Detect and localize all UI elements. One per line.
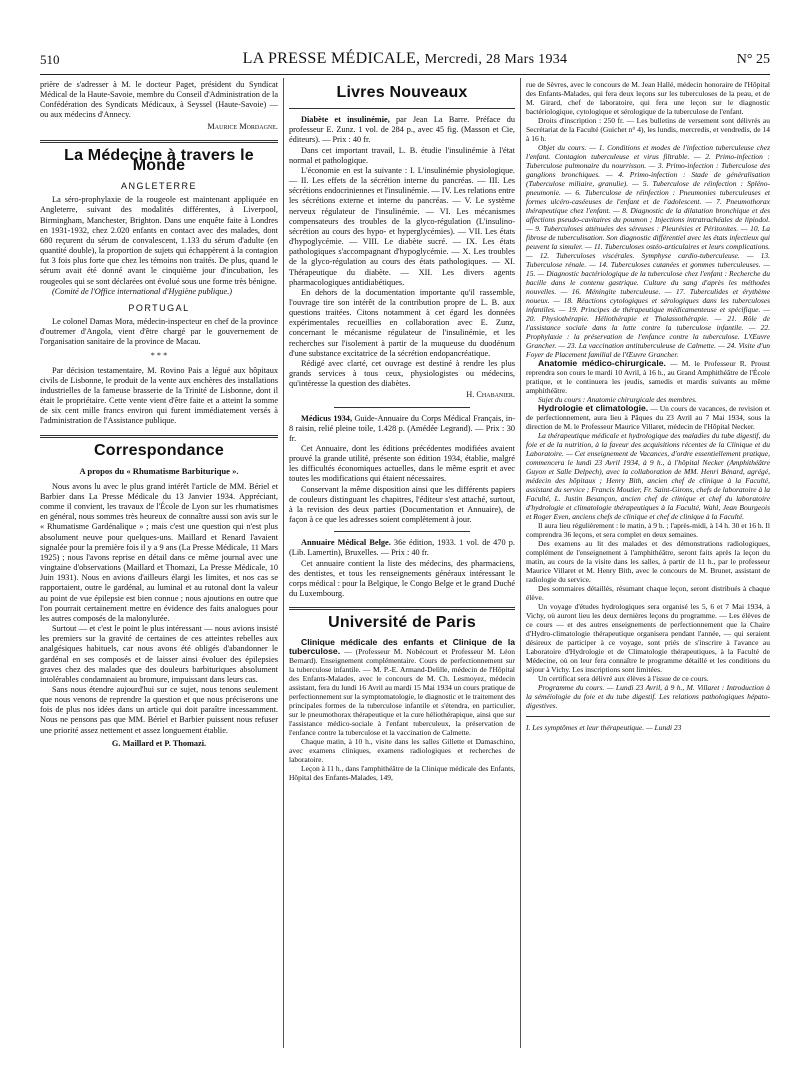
paragraph: rue de Sèvres, avec le concours de M. Jean Hallé, médecin honoraire de l'Hôpital des Enfants-Malades, qui fera deux leçons sur les tuberculoses de la peau, et de M. Girard, chef de laboratoire, qui fera une leçon sur le diagnostic bactériologique, cytologique et sérologique de la tuberculose de l'enfant. [526, 80, 770, 116]
article-title: A propos du « Rhumatisme Barbiturique ». [79, 465, 239, 476]
paragraph: Cet annuaire contient la liste des médecins, des pharmaciens, des dentistes, et tous les renseignements généraux intéressant le corps médical : pour la Belgique, le Congo Belge et le grand Duché du Luxembourg. [289, 558, 515, 599]
paragraph: La thérapeutique médicale et hydrologique des maladies du tube digestif, du foie et de la nutrition, à la faveur des acquisitions récentes de la Clinique et du Laboratoire. — Cet enseignement de Vacances, d'ordre essentiellement pratique, commencera le lundi 23 Avril 1934, à 9 h., à l'hôpital Necker (Amphithéâtre Guyon et Salle Delpech), avec la collaboration de MM. Henri Bénard, agrégé, médecin des hôpitaux ; Henry Bith, ancien chef de clinique à la Faculté, assistant du service ; Francis Moutier, Fr. Saint-Girons, chefs de laboratoire à la Faculté, L. Justin Besançon, ancien chef de clinique et chef du laboratoire d'hydrologie et climatologie thérapeutiques à la Faculté, Wahl, Jean Bourgeois et Roger Even, anciens chefs de clinique et chef de clinique à la Faculté. [526, 431, 770, 521]
paragraph: Leçon à 11 h., dans l'amphithéâtre de la Clinique médicale des Enfants, Hôpital des Enfants-Malades, 149, [289, 764, 515, 783]
section-divider [289, 607, 515, 610]
paragraph: En dehors de la documentation importante qu'il rassemble, l'ouvrage tire son intérêt de la contribution propre de L. B. aux questions traitées. Citons notamment à cet égard les données expérimentales recueillies en collaboration avec E. Zunz, concernant le mécanisme régulateur de l'insulinémie, et les recherches sur l'isolement à partir de la muqueuse du duodénum d'une substance excitatrice de la sécrétion endopancréatique. [289, 287, 515, 358]
divider [334, 531, 470, 532]
paragraph: Chaque matin, à 10 h., visite dans les salles Gillette et Damaschino, avec examens cliniques, examens radiologiques et recherches de laboratoire. [289, 737, 515, 765]
source-note: (Comité de l'Office international d'Hygiène publique.) [52, 286, 233, 296]
section-heading-monde: La Médecine à travers le Monde [64, 146, 254, 174]
section-heading-livres: Livres Nouveaux [336, 84, 468, 101]
signature: G. Maillard et P. Thomazi. [111, 738, 207, 748]
country-heading-portugal: PORTUGAL [128, 302, 190, 313]
section-divider [40, 140, 278, 143]
issue-date: Mercredi, 28 Mars 1934 [424, 52, 568, 67]
footnote: I. Les symptômes et leur thérapeutique. — Lundi 23 [526, 723, 682, 732]
divider [526, 716, 770, 717]
section-divider [40, 435, 278, 438]
course-entry: Anatomie médico-chirurgicale. — M. le Professeur R. Proust reprendra son cours le mardi 10 Avril, à 16 h., au Grand Amphithéâtre de l'École pratique, et le continuera les jeudis, samedis et mardis suivants au même amphithéâtre. [526, 358, 770, 395]
column-divider [520, 78, 521, 1048]
paragraph: Programme du cours. — Lundi 23 Avril, à 9 h., M. Villaret : Introduction à la séméiologie du foie et du tube digestif. Les relations pathologiques hépato-digestives. [526, 683, 770, 710]
paragraph: L'économie en est la suivante : I. L'insulinémie physiologique. — II. Les effets de la sécrétion interne du pancréas. — III. Les sécrétions endocriniennes et l'insulinémie. — IV. Les relations entre les sécrétions externe et interne du pancréas. — V. Le système nerveux régulateur de l'insulinémie. — VI. Les mécanismes compensateurs des troubles de la glyco-régulation (L'insulino-sécrétion au cours des hypo- et hyperglycémies). — VII. Les états d'hypoglycémie. — VIII. Le diabète sucré. — IX. Les états pathologiques s'accompagnant d'hypoglycémie. — X. Les troubles de la glyco-régulation au cours des états pathologiques. — XI. Thérapeutique du diabète. — XII. Les divers agents pharmacologiques antidiabétiques. [289, 165, 515, 287]
course-entry: Clinique médicale des enfants et Clinique de la tuberculose. — (Professeur M. Nobécourt et Professeur M. Léon Bernard). Enseignement complémentaire. Cours de perfectionnement sur la tuberculose infantile. — M. P.-E. Armand-Delille, médecin de l'Hôpital des Enfants-Malades, avec le concours de M. Ch. Lesmoyez, médecin assistant, fera du lundi 16 Avril au mardi 15 Mai 1934 un cours pratique de perfectionnement sur la symptomatologie, le diagnostic et le traitement des principales formes de la tuberculose infantile et s'étendra, en particulier, sur le pneumothorax thérapeutique et la cure héliothérapique, ainsi que sur l'assistance médico-sociale à l'enfant tuberculeux, la préservation de l'enfance contre la tuberculose et la vaccination de Calmette. [289, 637, 515, 738]
course-title: Hydrologie et climatologie. [538, 403, 649, 413]
paragraph: Des examens au lit des malades et des démonstrations radiologiques, complément de l'enseignement à l'amphithéâtre, seront faits après la leçon du matin, au cours de la visite dans les salles, à partir de 11 h., par le professeur Maurice Villaret et M. Henry Bith, avec le concours de M. Brunet, assistant de radiologie du service. [526, 539, 770, 584]
book-meta: 36e édition, 1933. 1 vol. de 470 p. (Lib. Lamertin), Bruxelles. — Prix : 40 fr. [289, 538, 515, 558]
paragraph: Droits d'inscription : 250 fr. — Les bulletins de versement sont délivrés au Secrétariat de la Faculté (Guichet n° 4), les lundis, mercredis, et vendredis, de 14 à 16 h. [526, 116, 770, 143]
paragraph: La séro-prophylaxie de la rougeole est maintenant appliquée en Angleterre, suivant des modalités différentes, à Liverpool, Birmingham, Manchester, Brighton. Dans une enquête faite à Londres en 1931-1932, chez 2.020 enfants en contact avec des malades, dont 680 reçurent du sérum de convalescent, 1.133 du sérum d'adulte (en quantité double), la proportion de sujets qui échappèrent à la contagion fut 3 fois plus forte que chez les témoins non traités. De plus, quand le sérum avait été donné avant le cinquième jour d'incubation, les rougeoles qui se sont déclarées ont évolué sous une forme très bénigne. [40, 195, 278, 286]
column-left [40, 80, 278, 755]
paragraph: Par décision testamentaire, M. Rovino Pais a légué aux hôpitaux civils de Lisbonne, le produit de la vente aux enchères des installations industrielles de la fameuse brasserie de la Trinité de Lisbonne, dont il était le propriétaire. Cette vente vient d'être faite et a atteint la somme de six cent mille francs environ qui furent immédiatement versés à l'administration de l'Assistance publique. [40, 365, 278, 426]
book-title: Annuaire Médical Belge. [301, 538, 391, 548]
signature: H. Chabanier. [466, 390, 515, 400]
paragraph: Il aura lieu régulièrement : le matin, à 9 h. ; l'après-midi, à 14 h. 30 et 16 h. Il comprendra 36 leçons, et sera complet en deux semaines. [526, 521, 770, 539]
paragraph: Sans nous étendre aujourd'hui sur ce sujet, nous tenons seulement que nous venons de reprendre la question et que nous préciserons une fois de plus nos idées dans un article qui doit paraître incessamment. Nous ne pensons pas que MM. Bériel et Barbier puissent nous refuser une priorité assez nettement et assez longuement établie. [40, 684, 278, 735]
issue-number: N° 25 [736, 52, 770, 67]
paragraph: Conservant la même disposition ainsi que les différents papiers de couleurs distinguant les chapitres, l'éditeur s'est attaché, surtout, à la revision des deux parties (Documentation et Annuaire), de façon à ce que les adresses soient complètement à jour. [289, 484, 515, 525]
paragraph: Un certificat sera délivré aux élèves à l'issue de ce cours. [538, 674, 709, 683]
paragraph: Des sommaires détaillés, résumant chaque leçon, seront distribués à chaque élève. [526, 584, 770, 602]
course-entry: Hydrologie et climatologie. — Un cours de vacances, de revision et de perfectionnement, aura lieu à Pâques du 23 Avril au 7 Mai 1934, sous la direction de M. le Professeur Maurice Villaret, médecin de l'Hôpital Necker. [526, 403, 771, 431]
book-meta: Guide-Annuaire du Corps Médical Français, in-8 raisin, relié pleine toile, 1.428 p. (Amédée Legrand). — Prix : 30 fr. [289, 413, 516, 443]
journal-title [40, 50, 770, 68]
column-middle [289, 80, 515, 782]
signature: Maurice Mordagne. [207, 121, 278, 131]
journal-name: LA PRESSE MÉDICALE, [242, 50, 421, 67]
course-title: Clinique médicale des enfants et Clinique de la tuberculose. [289, 637, 515, 657]
course-syllabus: Objet du cours. — 1. Conditions et modes de l'infection tuberculeuse chez l'enfant. Contagion tuberculeuse et virus filtrable. — 2. Primo-infection : Tuberculose pulmonaire du nourrisson. — 3. Primo-infection : Tuberculose des ganglions bronchiques. — 4. Primo-infection : Stade de généralisation (Tuberculose miliaire, granulie). — 5. Tuberculose de réinfection : Spléno-pneumonie. — 6. Tuberculose de réinfection : Pneumonies tuberculeuses et formes ulcéro-caséeuses de l'enfant et de l'adolescent. — 7. Pneumothorax thérapeutique chez l'enfant. — 8. Diagnostic de la dilatation bronchique et des affections pseudo-cavitaires du poumon ; Injections intratrachéales de lipiodol. — 9. Tuberculoses atténuées des séreuses : Pleurésies et Péritonites. — 10. La fibrose de tuberculisation. Son diagnostic différentiel avec les états infectieux qui peuvent la simuler. — 11. Tuberculoses ostéo-articulaires et leurs complications. — 12. Tuberculoses viscérales. Symphyse cardio-tuberculeuse. — 13. Tuberculose rénale. — 14. Tuberculoses cutanées et gommes tuberculeuses. — 15. — Diagnostic bactériologique de la tuberculose chez l'enfant : Recherche du bacille dans le contenu gastrique. Culture du sang d'après les méthodes nouvelles. — 16. Méningite tuberculeuse. — 17. Tuberculides et érythème noueux. — 18. Réactions cytologiques et sérologiques dans les tuberculoses infantiles. — 19. Principes de thérapeutique médicamenteuse et spécifique. — 20. Physiothérapie. Héliothérapie et Thalassothérapie. — 21. Rôle de l'assistance sociale dans la lutte contre la tuberculose infantile. — 22. Prophylaxie : la préservation de l'enfance contre la tuberculose. L'Œuvre Grancher. — 23. La vaccination antituberculeuse de Calmette. — 24. Visite d'un Foyer de Placement familial de l'Œuvre Grancher. [526, 143, 770, 359]
paragraph: Surtout — et c'est le point le plus intéressant — nous avions insisté les premiers sur la gravité de certaines de ces atteintes rebelles aux analgésiques habituels, car nous avons été obligés d'abandonner le gardénal en ses composés et de laisser ainsi évoluer des épilepsies graves chez des malades que des douleurs barbituriques absolument intolérables condamnaient au bromure, impuissant dans leurs cas. [40, 624, 278, 684]
section-heading-correspondance: Correspondance [94, 441, 224, 459]
paragraph: prière de s'adresser à M. le docteur Paget, président du Syndicat Médical de la Haute-Savoie, membre du Conseil d'Administration de la Confédération des Syndicats Médicaux, à Seyssel (Haute-Savoie) — ou aux médecins d'Annecy. [40, 80, 278, 120]
section-heading-universite: Université de Paris [328, 614, 476, 632]
page-number: 510 [40, 52, 60, 67]
book-meta: par Jean La Barre. Préface du professeur E. Zunz. 1 vol. de 284 p., avec 45 fig. (Masson et Cie, éditeurs). — Prix : 40 fr. [289, 115, 515, 145]
paragraph: Cet Annuaire, dont les éditions précédentes modifiées avaient prouvé la grande utilité, présente son édition 1934, établie, malgré les difficultés économiques actuelles, dans le même esprit et avec toutes les modifications qui étaient nécessaires. [289, 444, 515, 484]
divider [334, 407, 470, 408]
column-divider [283, 78, 284, 1048]
book-title: Médicus 1934, [301, 413, 353, 423]
paragraph: Nous avons lu avec le plus grand intérêt l'article de MM. Bériel et Barbier dans La Presse Médicale du 13 Janvier 1934. Appréciant, comme il convient, les travaux de l'École de Lyon sur les rhumatismes en général, nous sommes très heureux de connaître aussi son avis sur le « Rhumatisme Gardénalique » ; mais c'est une question qui n'est plus absolument neuve pour quelques-uns. Maillard et Renard l'avaient signalée pour la première fois il y a 9 ans (La Presse Médicale, 11 Mars 1925) ; nous l'avons reprise en détail dans ce même journal avec une vingtaine d'observations (Maillard et Thomazi, La Presse Médicale, 10 Juin 1931). Nous en avions d'ailleurs élargi les limites, et nos cas se rapportaient, outre le gardénal, au luminal et au rutonal dont la valeur au point de vue épilepsie est bien connue ; nous ajoutions en outre que l'on pourrait certainement mettre en évidence des faits analogues pour les autres composés de la malonylurée. [40, 481, 278, 623]
paragraph: Le colonel Damas Mora, médecin-inspecteur en chef de la province d'outremer d'Angola, vient d'être chargé par le gouvernement de l'organisation sanitaire de la province de Macau. [40, 316, 278, 347]
paragraph: Un voyage d'études hydrologiques sera organisé les 5, 6 et 7 Mai 1934, à Vichy, où auront lieu les deux dernières leçons du programme. — Les élèves de ce cours — et des autres enseignements de perfectionnement que la Chaire d'Hydro-climatologie thérapeutique organisera pendant l'année, — qui seraient désireux de participer à ce voyage, sont priés de s'inscrire à l'avance au Laboratoire d'Hydrologie et de Climatologie thérapeutiques, à la Faculté de Médecine, où on leur fera connaître le programme détaillé et les conditions du séjour à Vichy. Les inscriptions sont limitées. [526, 602, 770, 674]
course-title: Anatomie médico-chirurgicale. [538, 358, 666, 368]
book-entry [289, 115, 515, 145]
book-title: Diabète et insulinémie, [301, 115, 390, 125]
page-header [40, 50, 770, 72]
separator-stars: * * * [150, 351, 168, 361]
paragraph: Rédigé avec clarté, cet ouvrage est destiné à rendre les plus grands services à tous ceux, physiologistes ou médecins, qu'intéresse la question des diabètes. [289, 358, 515, 389]
country-heading-angleterre: ANGLETERRE [120, 181, 197, 192]
column-right [526, 80, 770, 732]
divider [289, 108, 515, 109]
header-rule [40, 74, 770, 75]
paragraph: Dans cet important travail, L. B. étudie l'insulinémie à l'état normal et pathologique. [289, 145, 515, 165]
book-entry [289, 414, 515, 444]
paragraph: Sujet du cours : Anatomie chirurgicale des membres. [538, 395, 697, 404]
book-entry [289, 538, 515, 558]
